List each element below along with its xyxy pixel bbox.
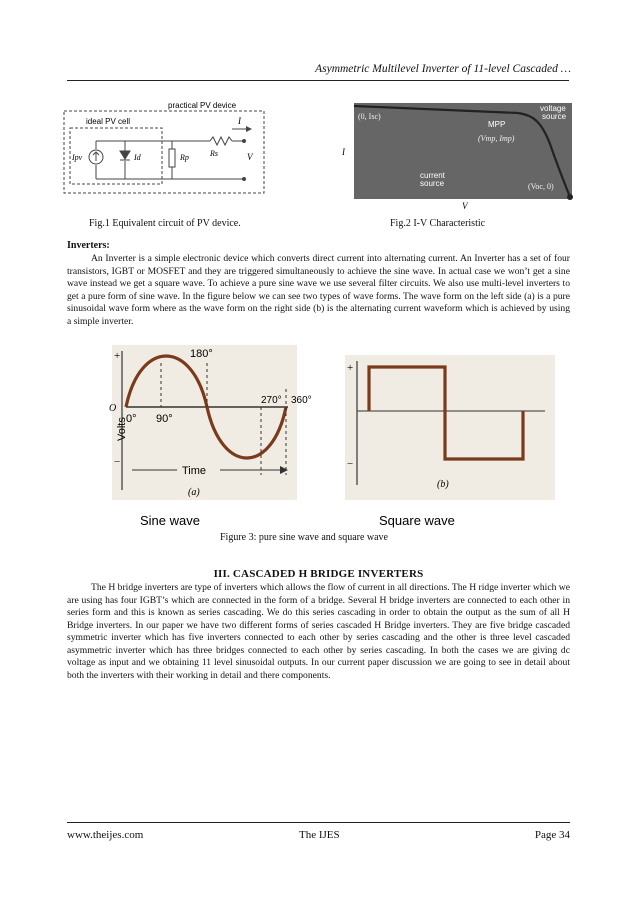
rs-label: Rs: [210, 149, 218, 158]
voc-point: [567, 194, 573, 200]
time-axis-label: Time: [182, 465, 207, 477]
footer-journal: The IJES: [299, 829, 340, 841]
footer-rule: [67, 822, 570, 823]
id-label: Id: [134, 153, 141, 162]
deg360-label: 360°: [291, 395, 312, 406]
practical-device-label: practical PV device: [168, 101, 237, 110]
footer-website: www.theijes.com: [67, 829, 144, 841]
ideal-cell-label: ideal PV cell: [86, 117, 131, 126]
deg270-label: 270°: [261, 395, 282, 406]
x-axis-label: V: [462, 201, 468, 211]
fig2-caption: Fig.2 I-V Characteristic: [390, 218, 486, 229]
rp-resistor: [169, 149, 175, 167]
fig1-circuit-diagram: [60, 98, 270, 210]
rp-label: Rp: [180, 153, 189, 162]
section3-paragraph: The H bridge inverters are type of inverters which allows the flow of current in all directions. The H ridge inverter which we are using has four IGBT’s which are connected in the form of a bridge. Several H bridge inverters are connected to each other in series form and this is known as series cascading. We do this series cascading in order to obtain the output as the sum of all H Bridge inverters. In our paper we have two different forms of series cascaded H Bridge inverters. They are five bridge cascaded symmetric inverter which has five inverters connected to each other by series cascading and the other is three level cascaded asymmetric inverter which has three bridges connected to each other by series cascading. In both the cases we are giving dc voltage as input and we obtaining 11 level sinusoidal outputs. In our current paper discussion we are going to see in detail about both the inverters with their working in detail and there components.: [67, 582, 570, 681]
y-axis-label: I: [342, 147, 345, 157]
fig2-iv-characteristic: [338, 99, 588, 211]
fig1-caption: Fig.1 Equivalent circuit of PV device.: [89, 218, 241, 229]
square-sub-label: (b): [437, 479, 449, 490]
ideal-cell-box: [70, 128, 162, 184]
voc-label: (Voc, 0): [528, 182, 554, 191]
square-plus-label: +: [347, 362, 354, 374]
sine-plus-label: +: [114, 350, 121, 362]
footer-page-number: Page 34: [534, 829, 570, 841]
sine-minus-label: −: [114, 456, 121, 468]
square-wave-label: Square wave: [379, 513, 455, 528]
current-source-label-line2: source: [420, 179, 445, 188]
sine-wave-label: Sine wave: [140, 513, 200, 528]
header-rule: [67, 80, 569, 81]
mpp-label: MPP: [488, 120, 506, 129]
volts-axis-label: Volts: [116, 417, 128, 441]
voltage-source-label-line2: source: [542, 112, 567, 121]
inverters-paragraph: An Inverter is a simple electronic device which converts direct current into alternating current. An Inverter has a set of four transistors, IGBT or MOSFET and they are triggered simultaneously to achieve the sine wave. In actual case we won’t get a sine wave instead we get a square wave. To achieve a pure sine wave we use several filter circuits. We also use multi-level inverters to get a pure form of sine wave. In the figure below we can see two types of wave forms. The wave form on the left side (a) is a pure sinusoidal wave form where as the wave form on the right side (b) is the alternating current waveform which is achieved by using a simple inverter.: [67, 253, 570, 327]
sine-sub-label: (a): [188, 487, 200, 498]
square-minus-label: −: [347, 458, 354, 470]
current-source-label-line1: current: [420, 171, 445, 180]
current-label: I: [238, 116, 241, 126]
fig3b-square-wave: [345, 355, 555, 530]
rs-resistor: [210, 137, 232, 145]
diode-symbol: [120, 151, 130, 159]
isc-label: (0, Isc): [358, 112, 381, 121]
deg180-label: 180°: [190, 348, 213, 360]
inverters-heading: Inverters:: [67, 240, 110, 251]
ipv-label: Ipv: [72, 153, 83, 162]
v-label: V: [247, 152, 253, 162]
section3-heading: III. CASCADED H BRIDGE INVERTERS: [213, 568, 424, 580]
deg0-label: 0°: [126, 413, 137, 425]
fig3-caption: Figure 3: pure sine wave and square wave: [220, 532, 388, 543]
voltage-source-label-line1: voltage: [540, 104, 566, 113]
deg90-label: 90°: [156, 413, 173, 425]
fig3a-sine-wave: [109, 345, 312, 530]
mpp-coords-label: (Vmp, Imp): [478, 134, 515, 143]
sine-origin-label: O: [109, 403, 117, 414]
running-header: Asymmetric Multilevel Inverter of 11-level Cascaded …: [315, 63, 571, 75]
